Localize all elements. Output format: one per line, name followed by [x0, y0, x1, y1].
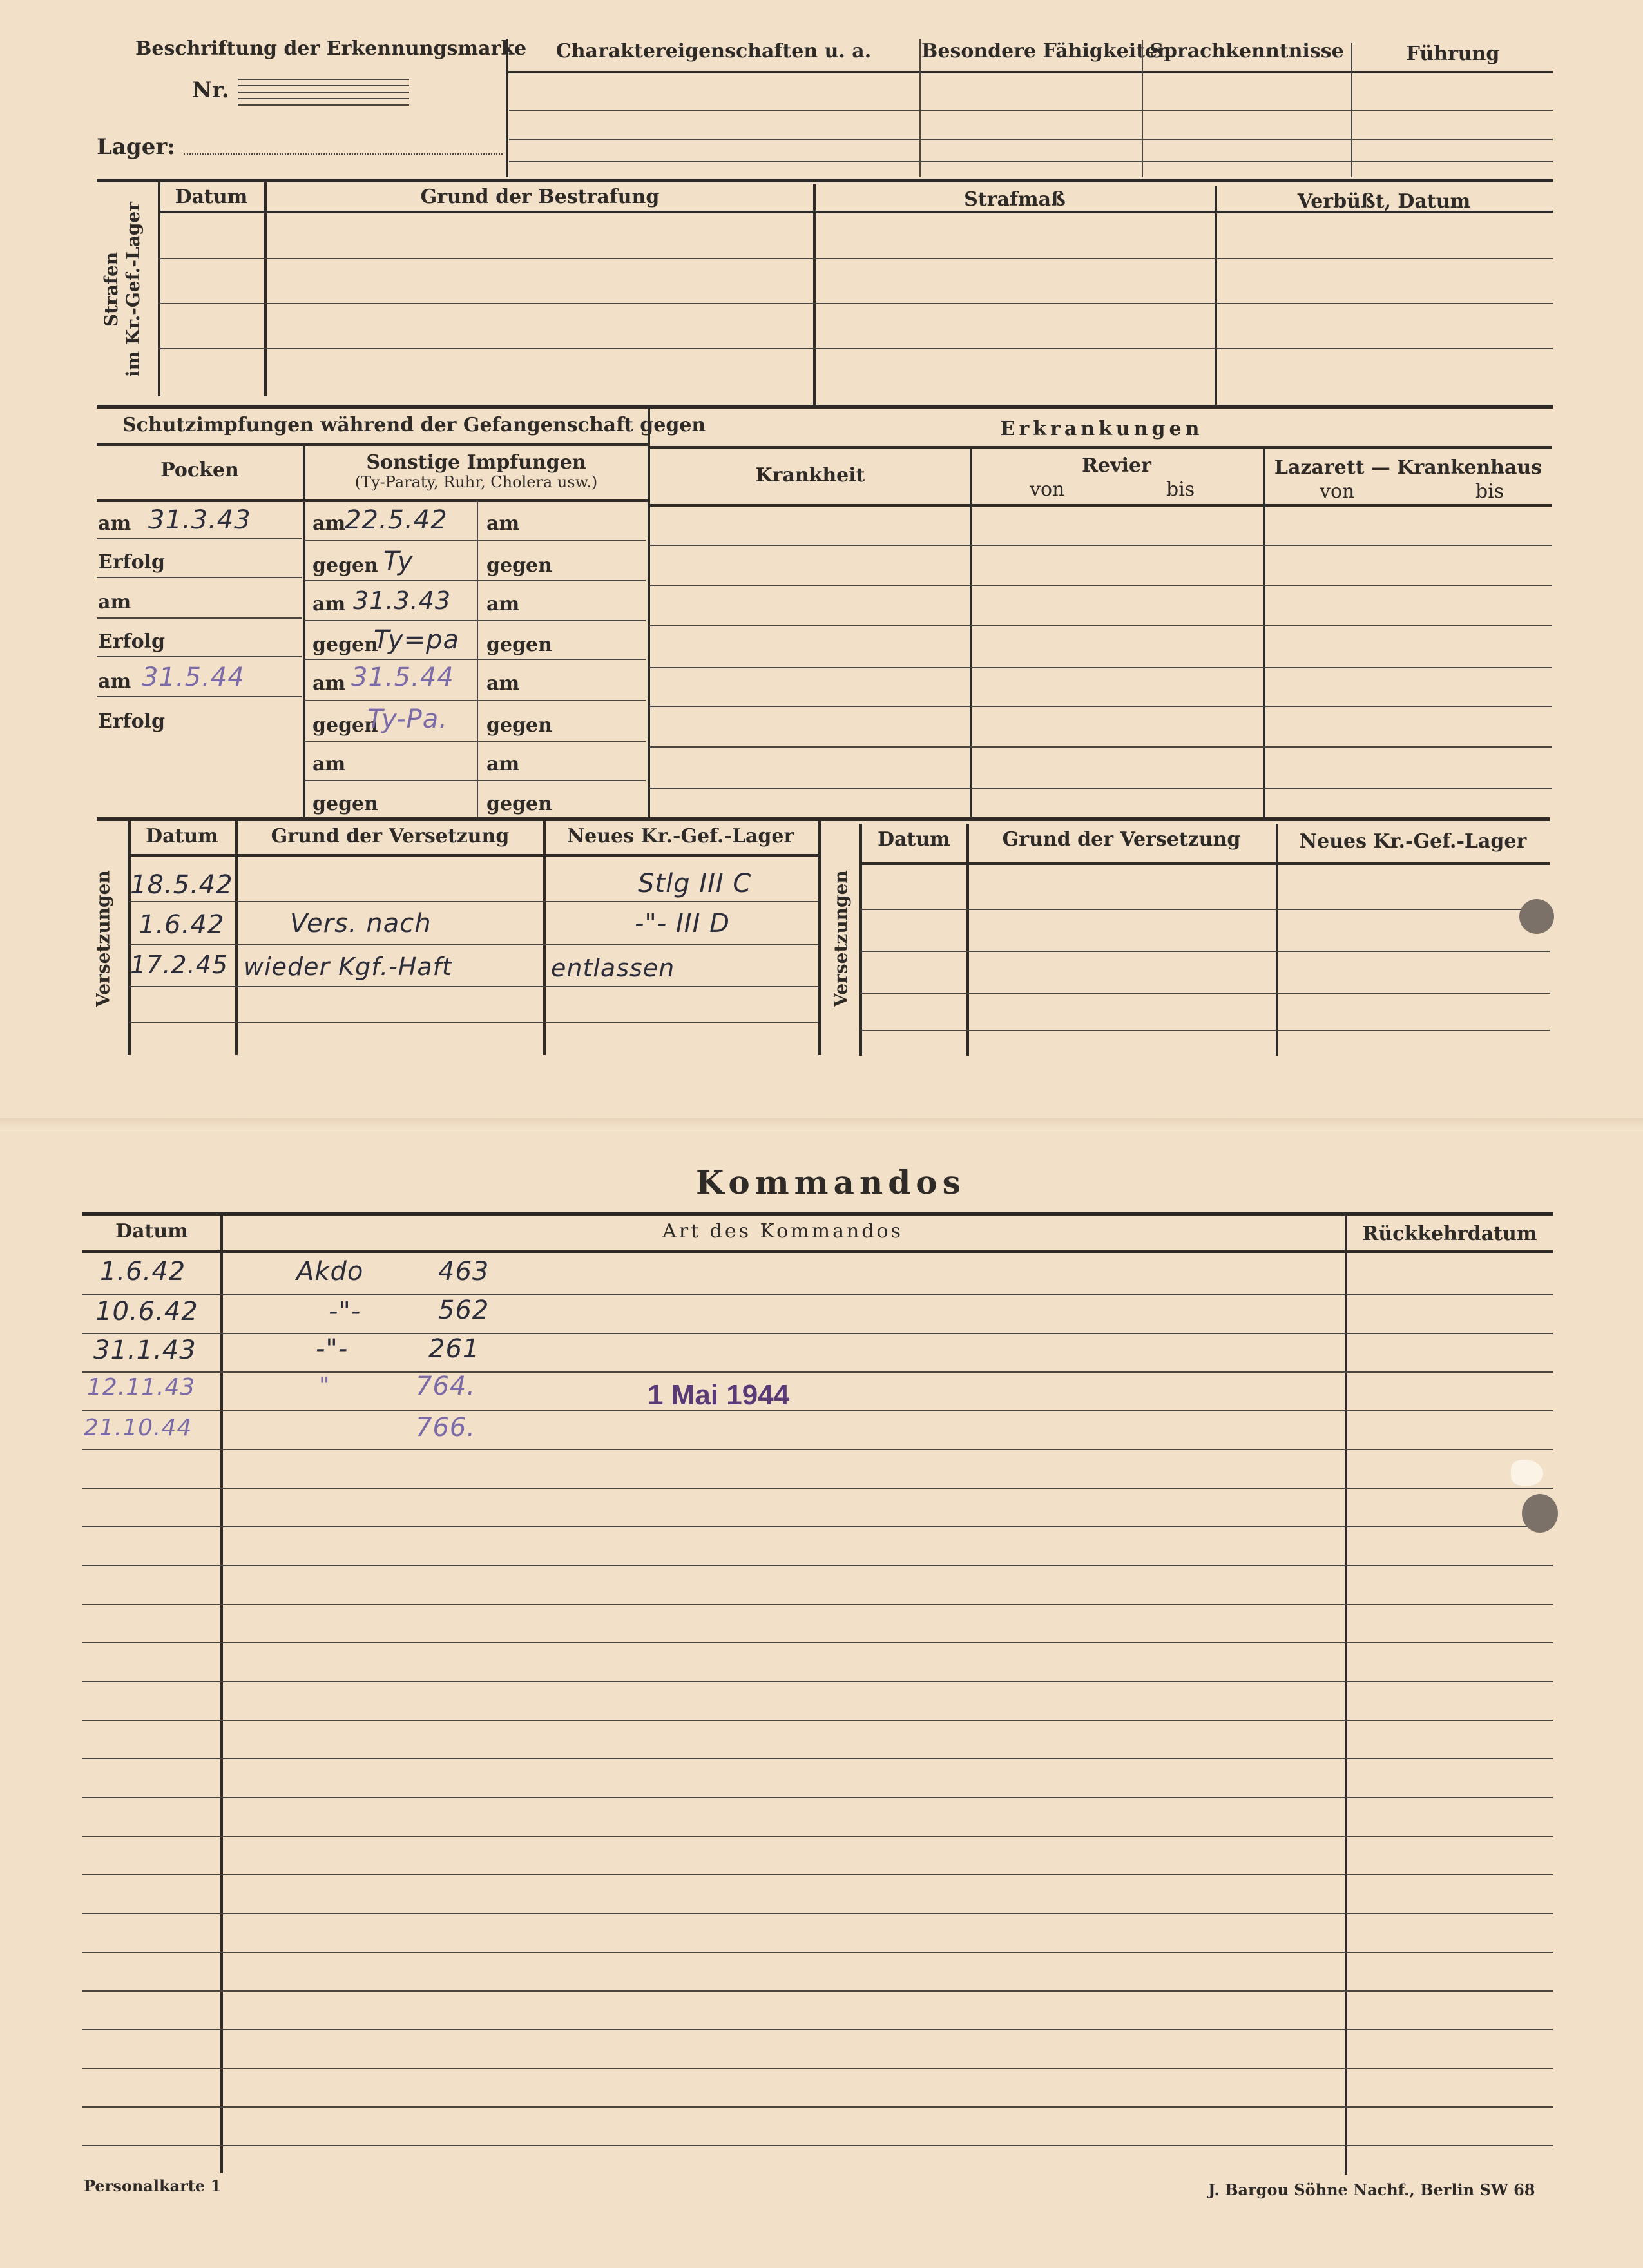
transfer-col-camp: Neues Kr.-Gef.-Lager: [566, 825, 794, 848]
pox-row-value: 31.5.44: [142, 663, 245, 692]
vacc-row-value: 31.5.44: [351, 663, 454, 692]
ill-hosp-von: von: [1320, 480, 1355, 503]
transfer-row-camp: Stlg III C: [638, 869, 752, 898]
vacc-col-other-sub: (Ty-Paraty, Ruhr, Cholera usw.): [354, 473, 598, 491]
vacc-row-label2: am: [486, 753, 520, 775]
kommando-col-type: Art des Kommandos: [662, 1220, 903, 1243]
penalty-col-served: Verbüßt, Datum: [1297, 190, 1471, 213]
transfer-row-date: 18.5.42: [130, 870, 233, 900]
penalty-col-penalty: Strafmaß: [964, 188, 1066, 211]
vacc-row-label: gegen: [312, 634, 378, 656]
kommando-row-type: ": [319, 1373, 331, 1399]
transfers-side-label: Versetzungen: [92, 870, 114, 1007]
transfer-row-reason: Vers. nach: [290, 909, 432, 938]
pox-row-label: am: [98, 512, 131, 535]
lager-label: Lager:: [97, 134, 175, 160]
transfer-row-camp: -"- III D: [635, 909, 730, 938]
vacc-row-label: gegen: [312, 554, 378, 577]
transfers-side-label-right: Versetzungen: [830, 870, 852, 1007]
pox-row-label: Erfolg: [98, 710, 165, 733]
vacc-row-label: gegen: [312, 793, 378, 815]
transfer-col-camp-right: Neues Kr.-Gef.-Lager: [1299, 830, 1527, 853]
id-tag-heading: Beschriftung der Erkennungsmarke: [135, 37, 527, 60]
vacc-row-label: gegen: [312, 714, 378, 737]
vacc-row-label2: gegen: [486, 714, 552, 737]
kommando-col-date: Datum: [115, 1220, 188, 1243]
date-stamp: 1 Mai 1944: [648, 1379, 790, 1411]
col-conduct: Führung: [1406, 43, 1500, 65]
punch-hole: [1519, 899, 1554, 934]
vacc-row-label2: am: [486, 593, 520, 615]
transfer-col-reason: Grund der Versetzung: [271, 825, 510, 848]
kommandos-title: Kommandos: [696, 1163, 966, 1201]
fold-line: [0, 1118, 1643, 1131]
kommando-row-date: 1.6.42: [100, 1257, 186, 1286]
vacc-row-value: 31.3.43: [353, 586, 452, 615]
col-character: Charaktereigenschaften u. a.: [555, 40, 872, 63]
ill-col-illness: Krankheit: [755, 464, 865, 487]
col-abilities: Besondere Fähigkeiten: [921, 40, 1171, 63]
kommando-row-date: 21.10.44: [84, 1415, 193, 1441]
nr-label: Nr.: [192, 77, 229, 103]
pox-row-label: Erfolg: [98, 551, 165, 574]
ill-col-revier: Revier: [1082, 454, 1151, 477]
vacc-row-value: Ty-Pa.: [367, 704, 448, 734]
transfer-col-date: Datum: [146, 825, 218, 848]
kommando-row-number: 261: [428, 1334, 480, 1364]
kommando-row-number: 463: [438, 1257, 490, 1286]
vacc-row-value: Ty: [383, 547, 414, 576]
transfer-row-date: 17.2.45: [130, 951, 229, 979]
penalty-col-date: Datum: [175, 186, 248, 208]
vacc-row-label2: gegen: [486, 793, 552, 815]
kommando-row-type: -"-: [316, 1334, 349, 1364]
ill-hosp-bis: bis: [1475, 480, 1504, 503]
vacc-heading: Schutzimpfungen während der Gefangenschaft gegen: [122, 414, 706, 436]
ill-revier-bis: bis: [1166, 478, 1195, 501]
footer-right: J. Bargou Söhne Nachf., Berlin SW 68: [1208, 2180, 1535, 2199]
kommando-row-number: 562: [438, 1295, 490, 1325]
kommando-row-type: Akdo: [296, 1257, 364, 1286]
vacc-col-pox: Pocken: [160, 459, 239, 481]
vacc-row-label2: am: [486, 512, 520, 535]
ill-heading: Erkrankungen: [1000, 418, 1204, 440]
transfer-row-date: 1.6.42: [139, 910, 225, 940]
vacc-row-label: am: [312, 512, 346, 535]
penalties-side-label: Strafen: [101, 251, 122, 327]
kommando-col-return: Rückkehrdatum: [1362, 1223, 1537, 1245]
col-languages: Sprachkenntnisse: [1149, 40, 1344, 63]
vacc-row-label2: gegen: [486, 634, 552, 656]
pox-row-label: Erfolg: [98, 630, 165, 653]
transfer-row-camp: entlassen: [551, 954, 675, 982]
footer-left: Personalkarte 1: [84, 2176, 222, 2195]
punch-hole: [1522, 1494, 1558, 1533]
ill-col-hospital: Lazarett — Krankenhaus: [1274, 456, 1542, 479]
vacc-row-label: am: [312, 672, 346, 695]
transfer-col-date-right: Datum: [878, 828, 950, 851]
kommando-row-date: 12.11.43: [87, 1374, 196, 1401]
kommando-row-type: -"-: [329, 1297, 361, 1326]
pox-row-label: am: [98, 591, 131, 614]
kommando-row-number: 764.: [416, 1371, 476, 1401]
vacc-row-label: am: [312, 593, 346, 615]
kommando-row-date: 10.6.42: [95, 1297, 198, 1326]
penalty-col-reason: Grund der Bestrafung: [420, 186, 660, 208]
pox-row-label: am: [98, 670, 131, 693]
penalties-side-label-2: im Kr.-Gef.-Lager: [122, 202, 144, 378]
vacc-row-label: am: [312, 753, 346, 775]
vacc-row-value: 22.5.42: [345, 505, 448, 535]
vacc-col-other: Sonstige Impfungen: [366, 451, 586, 474]
ill-revier-von: von: [1030, 478, 1065, 501]
transfer-col-reason-right: Grund der Versetzung: [1002, 828, 1241, 851]
torn-paper: [1511, 1460, 1543, 1486]
kommando-row-date: 31.1.43: [93, 1335, 197, 1365]
kommando-row-number: 766.: [416, 1413, 476, 1442]
vacc-row-value: Ty=pa: [374, 625, 460, 655]
transfer-row-reason: wieder Kgf.-Haft: [244, 953, 452, 981]
pox-row-value: 31.3.43: [148, 505, 251, 535]
vacc-row-label2: am: [486, 672, 520, 695]
vacc-row-label2: gegen: [486, 554, 552, 577]
